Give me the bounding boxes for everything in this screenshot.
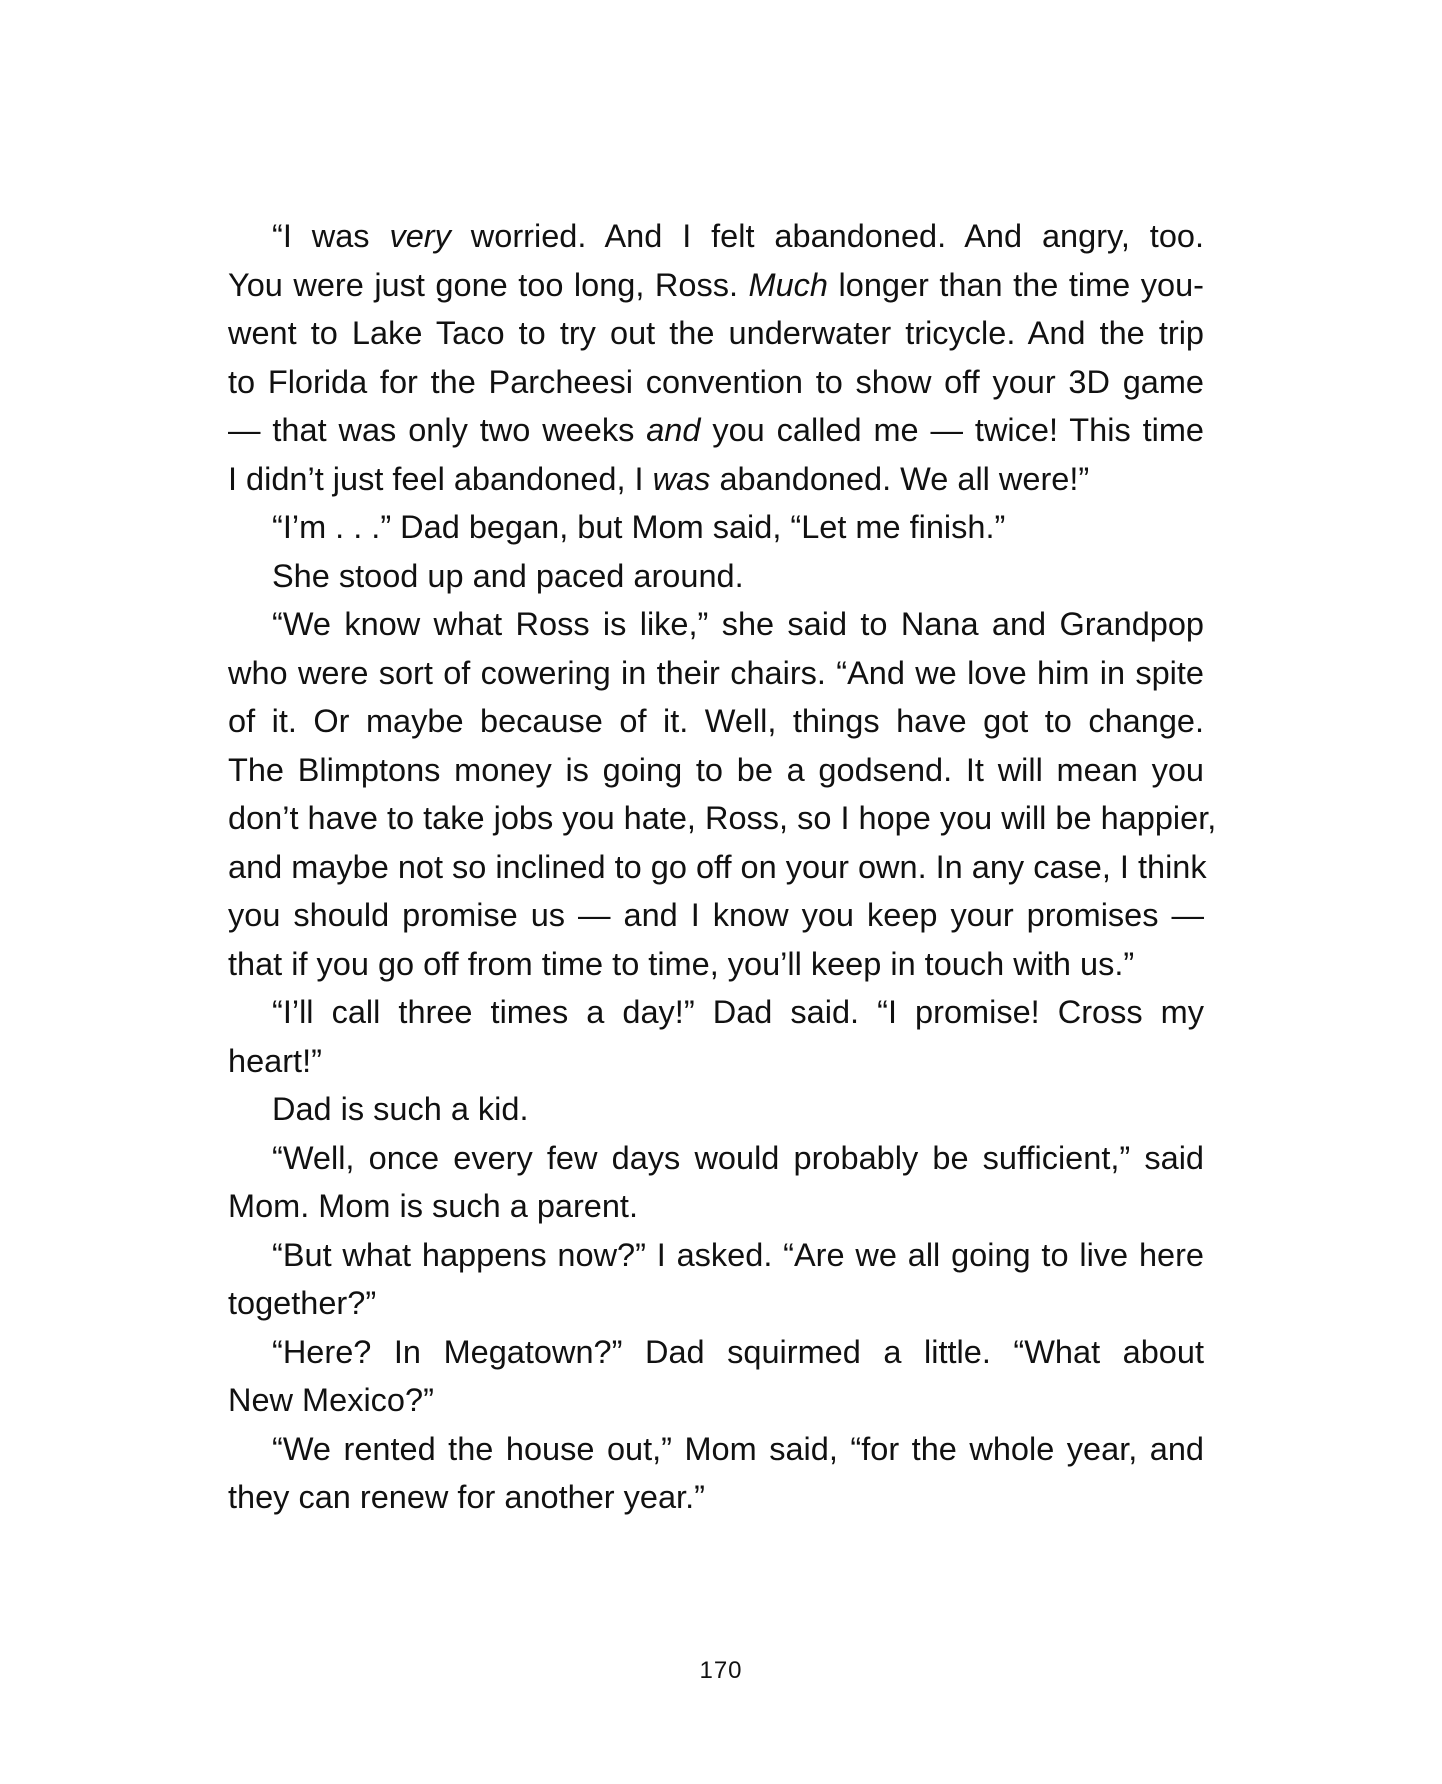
- text-line: [228, 988, 1204, 1037]
- text-run: worried. And I felt abandoned. And angry, too.: [450, 218, 1204, 254]
- text-line: [228, 1425, 1204, 1474]
- page-number: 170: [699, 1657, 743, 1684]
- text-run: “I was: [272, 218, 390, 254]
- text-run: Dad is such a kid.: [272, 1091, 529, 1127]
- text-run: — that was only two weeks: [228, 412, 647, 448]
- text-line: [228, 649, 1204, 698]
- text-line: [228, 406, 1204, 455]
- text-run: that if you go off from time to time, you’ll keep in touch with us.”: [228, 945, 1135, 982]
- text-run: to Florida for the Parcheesi convention to show off your 3D game: [228, 363, 1204, 400]
- text-line: [228, 503, 1204, 552]
- text-run: you should promise us — and I know you keep your promises —: [228, 897, 1204, 933]
- text-line: [228, 1182, 1204, 1231]
- text-run: who were sort of cowering in their chairs. “And we love him in spite: [228, 654, 1204, 691]
- text-run: “Here? In Megatown?” Dad squirmed a little. “What about: [272, 1333, 1204, 1370]
- text-run: I didn’t just feel abandoned, I: [228, 460, 653, 497]
- text-line: [228, 697, 1204, 746]
- text-line: [228, 309, 1204, 358]
- text-line: [228, 940, 1204, 989]
- text-line: [228, 1037, 1204, 1086]
- text-line: [228, 455, 1204, 504]
- text-line: [228, 1376, 1204, 1425]
- italic-text: Much: [748, 266, 828, 303]
- text-run: “We know what Ross is like,” she said to Nana and Grandpop: [272, 606, 1204, 642]
- text-run: The Blimptons money is going to be a godsend. It will mean you: [228, 751, 1204, 788]
- text-run: together?”: [228, 1285, 377, 1321]
- text-line: [228, 1473, 1204, 1522]
- text-run: of it. Or maybe because of it. Well, things have got to change.: [228, 703, 1204, 739]
- text-run: went to Lake Taco to try out the underwater tricycle. And the trip: [228, 315, 1204, 351]
- text-run: heart!”: [228, 1042, 322, 1079]
- text-line: [228, 1279, 1204, 1328]
- text-run: they can renew for another year.”: [228, 1479, 705, 1515]
- text-line: [228, 794, 1217, 843]
- text-line: [228, 261, 1204, 310]
- text-line: [228, 891, 1204, 940]
- text-run: Mom. Mom is such a parent.: [228, 1188, 638, 1224]
- italic-text: and: [646, 412, 701, 448]
- text-run: “I’m . . .” Dad began, but Mom said, “Let me finish.”: [272, 509, 1006, 545]
- text-line: [228, 552, 1204, 601]
- text-line: [228, 600, 1204, 649]
- text-line: [228, 358, 1204, 407]
- text-run: don’t have to take jobs you hate, Ross, so I hope you will be happier,: [228, 800, 1217, 836]
- text-line: [228, 1328, 1204, 1377]
- text-run: and maybe not so inclined to go off on your own. In any case, I think: [228, 848, 1207, 885]
- text-run: “But what happens now?” I asked. “Are we all going to live here: [272, 1236, 1204, 1273]
- text-run: “We rented the house out,” Mom said, “for the whole year, and: [272, 1430, 1204, 1467]
- text-run: longer than the time you-: [828, 266, 1204, 303]
- text-run: “Well, once every few days would probably be sufficient,” said: [272, 1139, 1204, 1176]
- text-run: You were just gone too long, Ross.: [228, 266, 749, 303]
- italic-text: very: [389, 218, 451, 254]
- text-run: you called me — twice! This time: [700, 412, 1204, 448]
- text-run: New Mexico?”: [228, 1382, 434, 1418]
- body-text: [228, 212, 1217, 1522]
- text-line: [228, 1231, 1204, 1280]
- text-run: She stood up and paced around.: [272, 557, 744, 594]
- italic-text: was: [652, 460, 711, 497]
- text-line: [228, 212, 1204, 261]
- text-line: [228, 1085, 1204, 1134]
- text-line: [228, 843, 1207, 892]
- text-line: [228, 1134, 1204, 1183]
- text-run: “I’ll call three times a day!” Dad said. “I promise! Cross my: [272, 994, 1204, 1030]
- text-run: abandoned. We all were!”: [710, 460, 1090, 497]
- text-line: [228, 746, 1204, 795]
